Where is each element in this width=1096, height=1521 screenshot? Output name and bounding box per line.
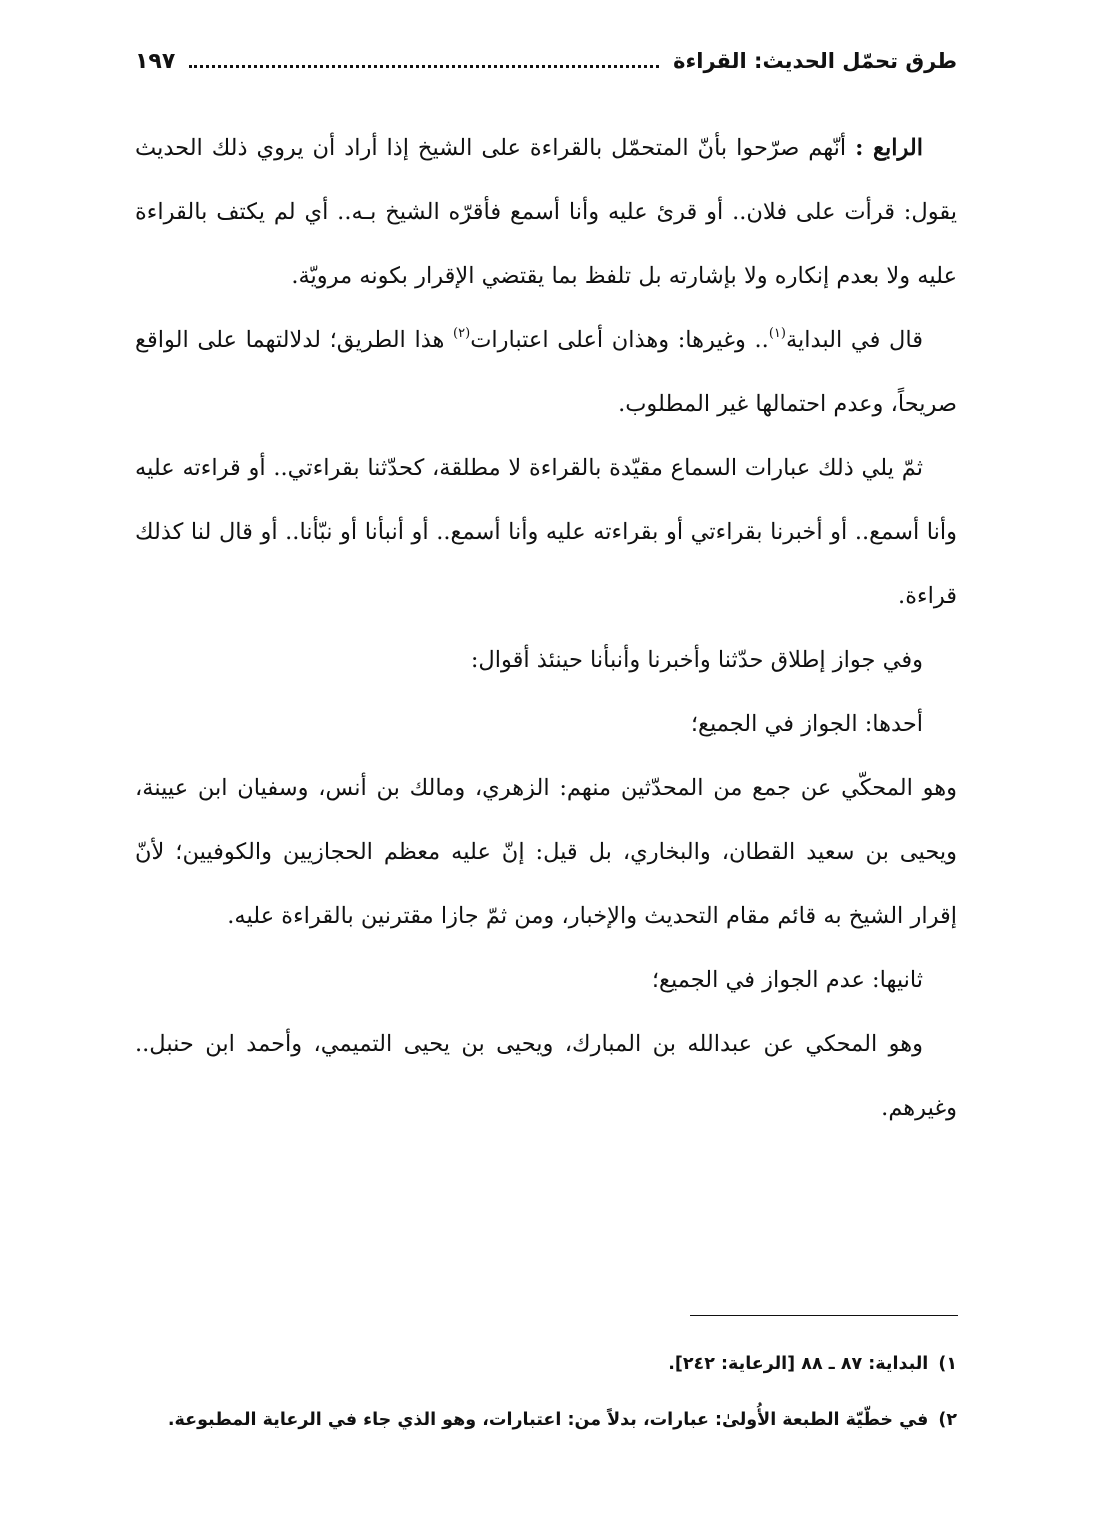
running-header — [135, 40, 957, 82]
footnotes — [135, 1336, 957, 1448]
running-header-title: طرق تحمّل الحديث: القراءة — [673, 49, 957, 73]
paragraph-first-opinion-body: وهو المحكّي عن جمع من المحدّثين منهم: الزهري، ومالك بن أنس، وسفيان ابن عيينة، ويحيى بن سعيد القطان، والبخاري، بل قيل: إنّ عليه معظم الحجازيين والكوفيين؛ لأنّ إقرار الشيخ به قائم مقام التحديث والإخبار، ومن ثمّ جازا مقترنين بالقراءة عليه. — [135, 775, 957, 929]
paragraph-bidaya-quote — [135, 308, 957, 436]
footnote-text: في خطّيّة الطبعة الأُولىٰ: عبارات، بدلاً من: اعتبارات، وهو الذي جاء في الرعاية المطبوعة. — [167, 1410, 929, 1430]
paragraph-text: أنّهم صرّحوا بأنّ المتحمّل بالقراءة على الشيخ إذا أراد أن يروي ذلك الحديث يقول: قرأت على فلان.. أو قرئ عليه وأنا أسمع فأقرّه الشيخ بـه.. أي لم يكتف بالقراءة عليه ولا بعدم إنكاره ولا بإشارته بل تلفظ بما يقتضي الإقرار بكونه مرويّة. — [135, 135, 957, 289]
footnote-reference-1[interactable]: (١) — [768, 326, 786, 341]
footnote-1 — [135, 1336, 957, 1392]
footnote-number: ٢) — [938, 1410, 957, 1430]
paragraph-first-opinion-heading: أحدها: الجواز في الجميع؛ — [690, 711, 923, 737]
header-dot-leader — [189, 65, 659, 68]
footnote-2 — [135, 1392, 957, 1448]
paragraph-second-opinion-body: وهو المحكي عن عبدالله بن المبارك، ويحيى بن يحيى التميمي، وأحمد ابن حنبل.. وغيرهم. — [135, 1031, 957, 1121]
paragraph-fourth — [135, 116, 957, 308]
paragraph-sama-expressions: ثمّ يلي ذلك عبارات السماع مقيّدة بالقراءة لا مطلقة، كحدّثنا بقراءتي.. أو قراءته عليه وأنا أسمع.. أو أخبرنا بقراءتي أو بقراءته عليه وأنا أسمع.. أو أنبأنا أو نبّأنا.. أو قال لنا كذلك قراءة. — [135, 455, 957, 609]
footnote-reference-2[interactable]: (٢) — [453, 326, 471, 341]
paragraph-lead-word: الرابع : — [855, 135, 923, 161]
paragraph-text-part: .. وغيرها: وهذان أعلى اعتبارات — [470, 327, 769, 353]
footnote-separator — [690, 1315, 958, 1316]
footnote-text: البداية: ٨٧ ـ ٨٨ [الرعاية: ٢٤٢]. — [668, 1354, 929, 1374]
paragraph-text-part: قال في البداية — [785, 327, 924, 353]
paragraph-second-opinion-heading: ثانيها: عدم الجواز في الجميع؛ — [651, 967, 923, 993]
footnote-number: ١) — [938, 1354, 957, 1374]
main-text — [135, 116, 957, 1140]
paragraph-permissibility-question: وفي جواز إطلاق حدّثنا وأخبرنا وأنبأنا حينئذ أقوال: — [470, 647, 923, 673]
paragraph-text-part: هذا الطريق؛ لدلالتهما على الواقع صريحاً، وعدم احتمالها غير المطلوب. — [135, 327, 957, 417]
page-number: ١٩٧ — [135, 48, 176, 74]
